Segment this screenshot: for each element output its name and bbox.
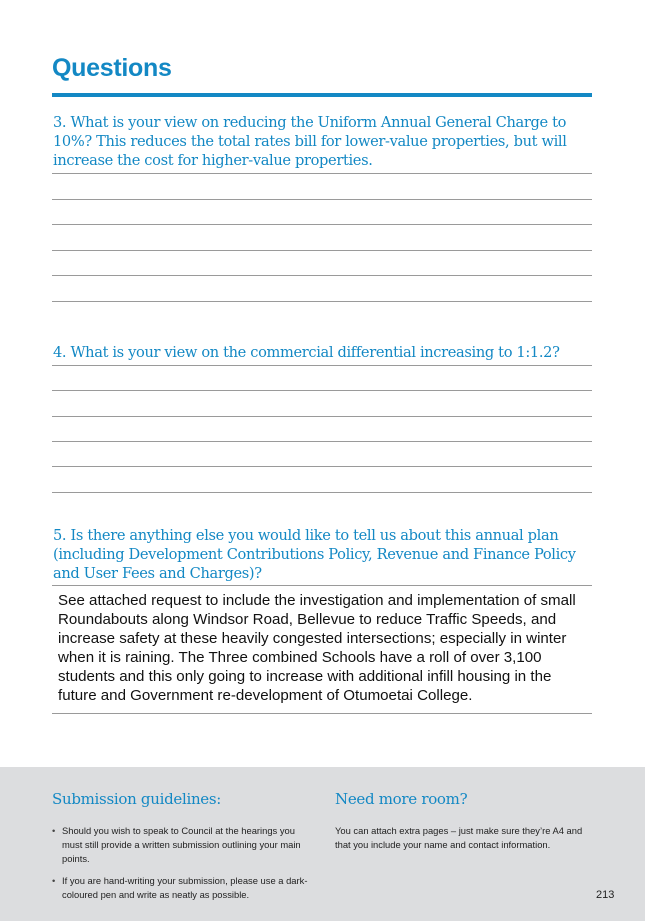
guideline-text: If you are hand-writing your submission, please use a dark-coloured pen and write as neatly as possible. — [62, 875, 308, 900]
guideline-item — [52, 824, 312, 866]
more-room-heading: Need more room? — [335, 790, 468, 808]
title-divider — [52, 93, 592, 97]
answer-line — [52, 275, 592, 276]
question-3-text: 3. What is your view on reducing the Uniform Annual General Charge to 10%? This reduces the total rates bill for lower-value properties, but will increase the cost for higher-value properties. — [53, 114, 567, 169]
answer-line — [52, 365, 592, 366]
answer-line — [52, 441, 592, 442]
guideline-item — [52, 874, 312, 902]
question-4-text: 4. What is your view on the commercial differential increasing to 1:1.2? — [53, 344, 560, 361]
answer-line — [52, 416, 592, 417]
answer-line — [52, 199, 592, 200]
answer-line — [52, 492, 592, 493]
guideline-text: Should you wish to speak to Council at the hearings you must still provide a written submission outlining your main points. — [62, 825, 301, 864]
answer-line — [52, 250, 592, 251]
answer-line — [52, 585, 592, 586]
page-title: Questions — [52, 54, 172, 82]
question-5-answer[interactable]: See attached request to include the investigation and implementation of small Roundabouts along Windsor Road, Bellevue to reduce Traffic Speeds, and increase safety at these heavily congested intersections; especially in winter when it is raining. The Three combined Schools have a roll of over 3,100 students and this only going to increase with additional infill housing in the future and Government re-development of Otumoetai College. — [58, 592, 576, 704]
answer-line — [52, 466, 592, 467]
guidelines-list — [52, 824, 312, 910]
question-5-text: 5. Is there anything else you would like to tell us about this annual plan (including Development Contributions Policy, Revenue and Finance Policy and User Fees and Charges)? — [53, 527, 576, 582]
bullet-icon: • — [52, 875, 56, 886]
more-room-text: You can attach extra pages – just make sure they’re A4 and that you include your name and contact information. — [335, 825, 583, 850]
answer-line — [52, 390, 592, 391]
page-number: 213 — [596, 889, 615, 901]
answer-line — [52, 173, 592, 174]
bullet-icon: • — [52, 825, 56, 836]
guidelines-heading: Submission guidelines: — [52, 790, 222, 808]
answer-line — [52, 713, 592, 714]
answer-line — [52, 224, 592, 225]
answer-line — [52, 301, 592, 302]
